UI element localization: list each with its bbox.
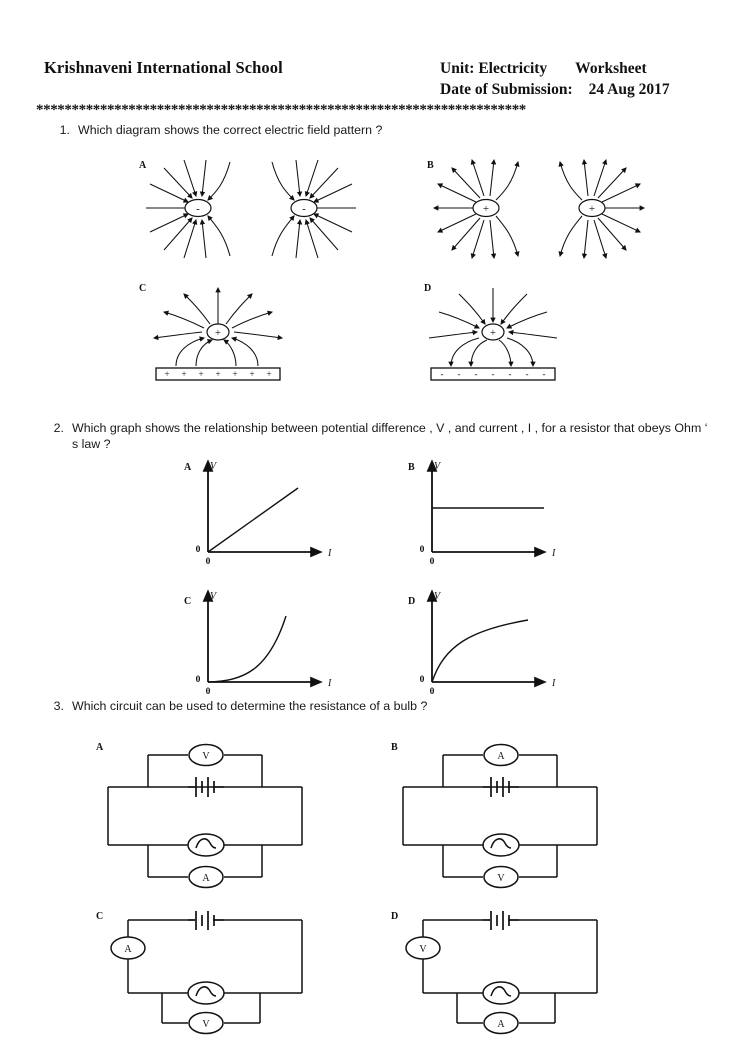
q2-graph-b[interactable]: [410, 460, 570, 565]
plate-sign: +: [232, 369, 238, 379]
x-axis-label: I: [552, 548, 556, 559]
q2-graph-d[interactable]: [410, 590, 570, 695]
q1-option-b-label: B: [427, 160, 434, 171]
origin-label-x: 0: [429, 557, 435, 567]
plate-sign: -: [491, 369, 495, 379]
ammeter-top-label: A: [497, 751, 505, 762]
origin-label-y: 0: [419, 545, 425, 555]
q1-option-b-figure[interactable]: [424, 158, 654, 263]
x-axis-label: I: [552, 678, 556, 689]
ammeter-parallel-label: A: [497, 1019, 505, 1030]
submission-date-value: 24 Aug 2017: [588, 81, 670, 98]
question-1: [44, 122, 704, 138]
charge-right-sign: -: [302, 203, 306, 215]
ammeter-bottom-label: A: [202, 873, 210, 884]
lamp-symbol: [483, 834, 519, 856]
q1-option-d-figure[interactable]: [415, 282, 635, 382]
point-charge-sign: +: [490, 328, 496, 339]
q2-graph-c[interactable]: [186, 590, 346, 695]
q2-option-c-label: C: [184, 596, 192, 607]
q1-option-a-figure[interactable]: [136, 158, 366, 263]
question-3-text: Which circuit can be used to determine the resistance of a bulb ?: [72, 699, 428, 713]
q2-option-a-label: A: [184, 462, 192, 473]
q3-circuit-c[interactable]: [100, 905, 350, 1040]
voltmeter-series-label: V: [419, 944, 427, 955]
lamp-symbol: [188, 982, 224, 1004]
q1-option-a-label: A: [139, 160, 147, 171]
header-right-block: [440, 58, 670, 100]
plate-sign: -: [542, 369, 546, 379]
origin-label-x: 0: [429, 687, 435, 697]
plate-sign: +: [249, 369, 255, 379]
origin-label-y: 0: [195, 545, 201, 555]
page-header: [0, 58, 744, 104]
submission-date-label: Date of Submission:: [440, 81, 573, 98]
q3-option-c-label: C: [96, 911, 104, 922]
q2-option-d-label: D: [408, 596, 416, 607]
asterisk-divider: *********************************************************************: [36, 102, 526, 118]
data-curve: [208, 616, 286, 682]
header-unit-row: [440, 58, 670, 79]
q2-option-b-label: B: [408, 462, 415, 473]
question-2: [38, 420, 713, 452]
q3-circuit-d[interactable]: [395, 905, 645, 1040]
q1-option-c-label: C: [139, 283, 147, 294]
voltmeter-bottom-label: V: [497, 873, 505, 884]
origin-label-y: 0: [195, 675, 201, 685]
data-line: [208, 488, 298, 552]
y-axis-label: V: [434, 591, 441, 602]
field-lines-to-charge: [176, 338, 258, 366]
y-axis-label: V: [434, 461, 441, 472]
origin-label-x: 0: [205, 687, 211, 697]
charge-right-sign: +: [588, 203, 596, 215]
question-1-text: Which diagram shows the correct electric field pattern ?: [78, 123, 383, 137]
q2-graph-a[interactable]: [186, 460, 346, 565]
question-2-text: Which graph shows the relationship between potential difference , V , and current , I , for a resistor that obeys Ohm ‘ s law ?: [72, 421, 708, 451]
q3-circuit-a[interactable]: [100, 735, 350, 895]
point-charge-sign: +: [215, 328, 221, 339]
ammeter-series-label: A: [124, 944, 132, 955]
plate-sign: -: [440, 369, 444, 379]
school-name: Krishnaveni International School: [44, 58, 283, 77]
worksheet-label: Worksheet: [575, 60, 647, 77]
plate-sign: -: [508, 369, 512, 379]
voltmeter-parallel-label: V: [202, 1019, 210, 1030]
q3-circuit-b[interactable]: [395, 735, 645, 895]
q3-option-b-label: B: [391, 742, 398, 753]
q3-option-a-label: A: [96, 742, 104, 753]
question-3-number: 3.: [53, 699, 64, 713]
q3-option-d-label: D: [391, 911, 399, 922]
origin-label-x: 0: [205, 557, 211, 567]
question-2-number: 2.: [53, 421, 64, 435]
question-3: [38, 698, 713, 714]
circuit-wires: [423, 920, 597, 1023]
plate-sign: +: [198, 369, 204, 379]
plate-sign: -: [457, 369, 461, 379]
battery-symbol: [483, 911, 519, 930]
plate-sign: +: [266, 369, 272, 379]
lamp-symbol: [188, 834, 224, 856]
plate-sign: +: [215, 369, 221, 379]
plate-sign: +: [164, 369, 170, 379]
y-axis-label: V: [210, 591, 217, 602]
header-date-row: [440, 79, 670, 100]
battery-symbol: [188, 911, 224, 930]
circuit-wires: [128, 920, 302, 1023]
unit-label: Unit: Electricity: [440, 60, 548, 77]
circuit-wires: [108, 755, 302, 877]
lamp-symbol: [483, 982, 519, 1004]
plate-sign: -: [525, 369, 529, 379]
plate-sign: -: [474, 369, 478, 379]
q1-option-d-label: D: [424, 283, 432, 294]
charge-left-sign: +: [482, 203, 490, 215]
field-lines-to-plate: [451, 338, 533, 366]
data-curve: [432, 620, 528, 682]
charge-left-sign: -: [196, 203, 200, 215]
q1-option-c-figure[interactable]: [140, 282, 360, 382]
x-axis-label: I: [328, 678, 332, 689]
plate-sign: +: [181, 369, 187, 379]
question-1-number: 1.: [59, 123, 70, 137]
circuit-wires: [403, 755, 597, 877]
x-axis-label: I: [328, 548, 332, 559]
origin-label-y: 0: [419, 675, 425, 685]
voltmeter-top-label: V: [202, 751, 210, 762]
y-axis-label: V: [210, 461, 217, 472]
